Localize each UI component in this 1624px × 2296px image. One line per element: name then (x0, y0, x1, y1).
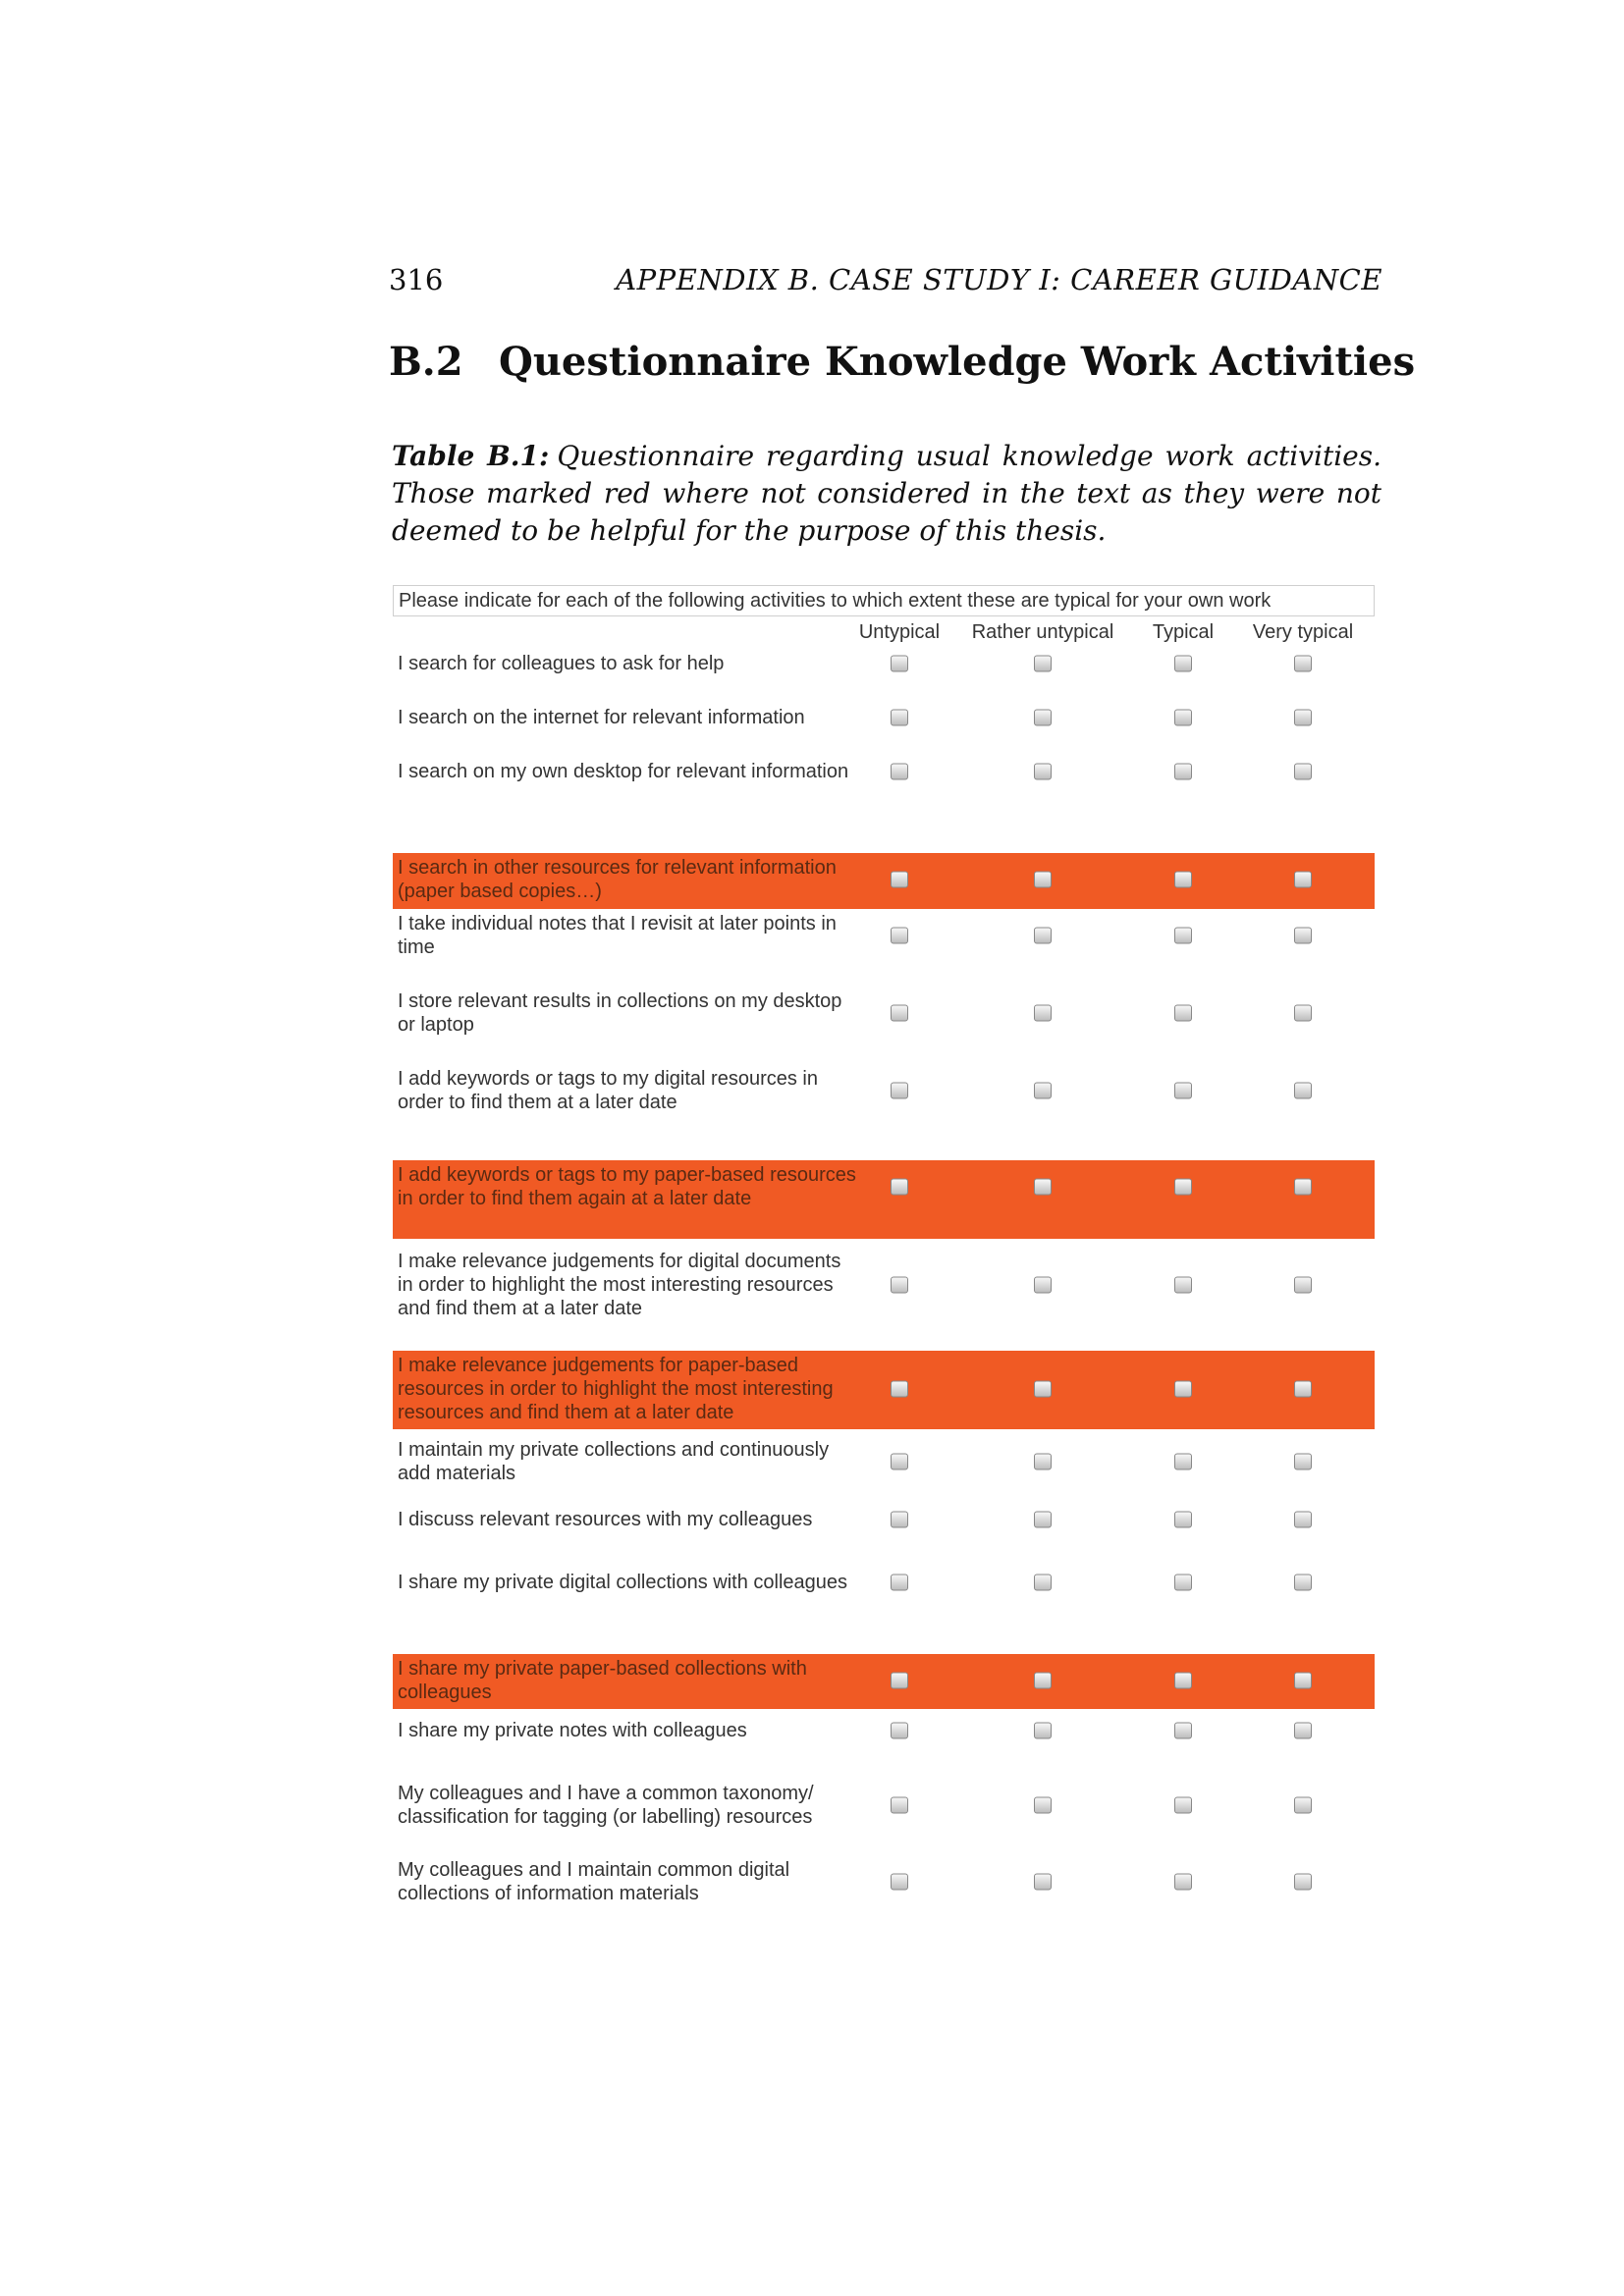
rating-checkbox-typical[interactable] (1174, 1797, 1192, 1814)
rating-checkbox-untypical[interactable] (891, 928, 908, 944)
rating-checkbox-very-typical[interactable] (1294, 764, 1312, 780)
rating-checkbox-typical[interactable] (1174, 1575, 1192, 1591)
caption-label: Table B.1: (392, 440, 550, 472)
rating-checkbox-untypical[interactable] (891, 1454, 908, 1470)
rating-checkbox-typical[interactable] (1174, 710, 1192, 726)
question-row-excluded (393, 1654, 1375, 1709)
section-number: B.2 (389, 339, 463, 385)
rating-checkbox-very-typical[interactable] (1294, 656, 1312, 672)
rating-checkbox-typical[interactable] (1174, 656, 1192, 672)
rating-checkbox-rather-untypical[interactable] (1034, 928, 1052, 944)
question-list (393, 649, 1375, 1922)
running-title: APPENDIX B. CASE STUDY I: CAREER GUIDANCE (616, 263, 1382, 296)
rating-checkbox-untypical[interactable] (891, 1381, 908, 1398)
rating-checkbox-untypical[interactable] (891, 764, 908, 780)
question-row-excluded (393, 1160, 1375, 1239)
column-header-very-typical: Very typical (1252, 621, 1354, 643)
rating-checkbox-typical[interactable] (1174, 1381, 1192, 1398)
question-text: I search for colleagues to ask for help (398, 653, 725, 674)
rating-checkbox-typical[interactable] (1174, 1005, 1192, 1022)
table-caption (392, 438, 1381, 550)
section-heading (389, 339, 1416, 385)
question-text: I add keywords or tags to my digital resources in order to find them at a later date (398, 1068, 818, 1113)
rating-checkbox-typical[interactable] (1174, 1083, 1192, 1099)
rating-checkbox-very-typical[interactable] (1294, 1874, 1312, 1891)
question-row (393, 909, 1375, 987)
rating-checkbox-rather-untypical[interactable] (1034, 1277, 1052, 1294)
rating-checkbox-very-typical[interactable] (1294, 1673, 1312, 1689)
rating-checkbox-very-typical[interactable] (1294, 1723, 1312, 1739)
rating-checkbox-very-typical[interactable] (1294, 872, 1312, 888)
rating-checkbox-untypical[interactable] (891, 656, 908, 672)
rating-checkbox-rather-untypical[interactable] (1034, 1005, 1052, 1022)
rating-checkbox-very-typical[interactable] (1294, 1454, 1312, 1470)
rating-checkbox-rather-untypical[interactable] (1034, 1179, 1052, 1196)
rating-checkbox-untypical[interactable] (891, 1005, 908, 1022)
question-row (393, 1562, 1375, 1635)
question-text: My colleagues and I have a common taxonomy/ classification for tagging (or labelling) resources (398, 1783, 814, 1828)
question-text: I search in other resources for relevant information (paper based copies…) (398, 857, 837, 902)
rating-checkbox-very-typical[interactable] (1294, 1575, 1312, 1591)
rating-checkbox-very-typical[interactable] (1294, 710, 1312, 726)
question-row (393, 1429, 1375, 1503)
question-row (393, 1848, 1375, 1922)
rating-checkbox-rather-untypical[interactable] (1034, 1083, 1052, 1099)
rating-checkbox-typical[interactable] (1174, 764, 1192, 780)
rating-checkbox-very-typical[interactable] (1294, 1179, 1312, 1196)
rating-checkbox-very-typical[interactable] (1294, 1005, 1312, 1022)
column-header-typical: Typical (1152, 621, 1215, 643)
rating-checkbox-untypical[interactable] (891, 1874, 908, 1891)
questionnaire-instruction: Please indicate for each of the following activities to which extent these are typical for your own work (393, 585, 1375, 616)
question-text: I search on the internet for relevant information (398, 707, 805, 728)
rating-checkbox-rather-untypical[interactable] (1034, 1381, 1052, 1398)
rating-checkbox-rather-untypical[interactable] (1034, 1512, 1052, 1528)
rating-checkbox-very-typical[interactable] (1294, 928, 1312, 944)
section-title: Questionnaire Knowledge Work Activities (499, 339, 1416, 385)
rating-checkbox-very-typical[interactable] (1294, 1512, 1312, 1528)
question-text: I add keywords or tags to my paper-based resources in order to find them again at a later date (398, 1164, 856, 1209)
question-text: I share my private paper-based collections with colleagues (398, 1658, 807, 1703)
column-header-row (393, 616, 1375, 649)
question-text: My colleagues and I maintain common digital collections of information materials (398, 1859, 790, 1904)
rating-checkbox-very-typical[interactable] (1294, 1083, 1312, 1099)
rating-checkbox-untypical[interactable] (891, 1575, 908, 1591)
rating-checkbox-untypical[interactable] (891, 1673, 908, 1689)
question-text: I store relevant results in collections on my desktop or laptop (398, 990, 842, 1036)
rating-checkbox-rather-untypical[interactable] (1034, 1723, 1052, 1739)
page-number: 316 (389, 263, 444, 296)
rating-checkbox-untypical[interactable] (891, 710, 908, 726)
running-head (389, 263, 1382, 296)
rating-checkbox-rather-untypical[interactable] (1034, 1575, 1052, 1591)
rating-checkbox-rather-untypical[interactable] (1034, 710, 1052, 726)
question-row (393, 1503, 1375, 1562)
rating-checkbox-typical[interactable] (1174, 1277, 1192, 1294)
question-text: I make relevance judgements for digital documents in order to highlight the most interesting resources and find them at a later date (398, 1251, 841, 1319)
rating-checkbox-untypical[interactable] (891, 1797, 908, 1814)
question-row (393, 703, 1375, 757)
rating-checkbox-rather-untypical[interactable] (1034, 764, 1052, 780)
question-text: I share my private digital collections with colleagues (398, 1572, 847, 1593)
rating-checkbox-typical[interactable] (1174, 1454, 1192, 1470)
rating-checkbox-typical[interactable] (1174, 1673, 1192, 1689)
rating-checkbox-untypical[interactable] (891, 1179, 908, 1196)
rating-checkbox-very-typical[interactable] (1294, 1381, 1312, 1398)
rating-checkbox-rather-untypical[interactable] (1034, 872, 1052, 888)
rating-checkbox-typical[interactable] (1174, 872, 1192, 888)
question-row-excluded (393, 1351, 1375, 1429)
question-text: I maintain my private collections and continuously add materials (398, 1439, 830, 1484)
rating-checkbox-untypical[interactable] (891, 1723, 908, 1739)
question-text: I search on my own desktop for relevant information (398, 761, 849, 782)
rating-checkbox-very-typical[interactable] (1294, 1797, 1312, 1814)
rating-checkbox-typical[interactable] (1174, 1874, 1192, 1891)
question-row (393, 1064, 1375, 1142)
rating-checkbox-rather-untypical[interactable] (1034, 1454, 1052, 1470)
column-header-rather-untypical: Rather untypical (971, 621, 1114, 643)
rating-checkbox-untypical[interactable] (891, 1277, 908, 1294)
rating-checkbox-untypical[interactable] (891, 1512, 908, 1528)
rating-checkbox-typical[interactable] (1174, 1512, 1192, 1528)
question-row-excluded (393, 853, 1375, 909)
question-row (393, 1239, 1375, 1332)
question-row (393, 1772, 1375, 1848)
rating-checkbox-very-typical[interactable] (1294, 1277, 1312, 1294)
question-text: I share my private notes with colleagues (398, 1720, 747, 1741)
rating-checkbox-untypical[interactable] (891, 872, 908, 888)
rating-checkbox-rather-untypical[interactable] (1034, 656, 1052, 672)
rating-checkbox-rather-untypical[interactable] (1034, 1673, 1052, 1689)
rating-checkbox-typical[interactable] (1174, 1179, 1192, 1196)
caption-text: Questionnaire regarding usual knowledge work activities. Those marked red where not considered in the text as they were not deemed to be helpful for the purpose of this thesis. (392, 440, 1381, 547)
rating-checkbox-typical[interactable] (1174, 1723, 1192, 1739)
questionnaire-form (393, 585, 1375, 1922)
rating-checkbox-untypical[interactable] (891, 1083, 908, 1099)
question-text: I discuss relevant resources with my colleagues (398, 1509, 813, 1530)
question-row (393, 987, 1375, 1064)
question-row (393, 757, 1375, 832)
question-text: I make relevance judgements for paper-based resources in order to highlight the most interesting resources and find them at a later date (398, 1355, 834, 1423)
rating-checkbox-typical[interactable] (1174, 928, 1192, 944)
rating-checkbox-rather-untypical[interactable] (1034, 1874, 1052, 1891)
question-row (393, 1709, 1375, 1772)
question-text: I take individual notes that I revisit at later points in time (398, 913, 837, 958)
column-header-untypical: Untypical (858, 621, 941, 643)
question-row (393, 649, 1375, 703)
rating-checkbox-rather-untypical[interactable] (1034, 1797, 1052, 1814)
